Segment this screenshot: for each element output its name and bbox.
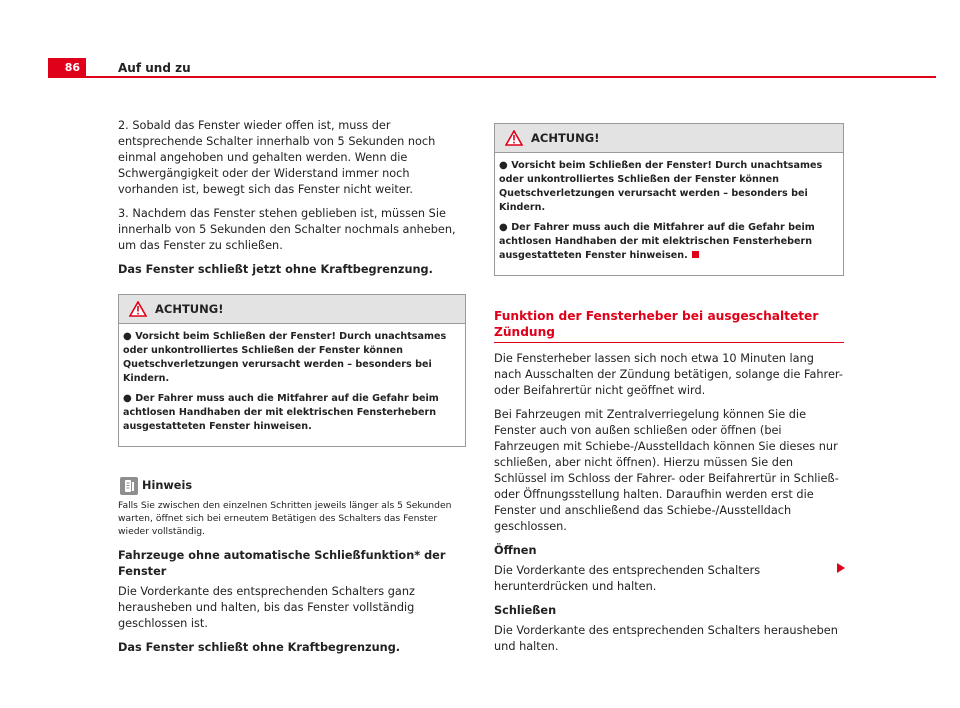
paragraph-open: Die Vorderkante des entsprechenden Schalters herunterdrücken und halten. [494,564,761,593]
warning-item [123,330,457,386]
left-column [118,118,466,664]
paragraph-close: Die Vorderkante des entsprechenden Schalters herausheben und halten. [494,624,838,653]
warning-item [123,392,457,434]
page-header [48,58,936,78]
info-note-icon [120,477,138,495]
paragraph-raise-switch: Die Vorderkante des entsprechenden Schalters ganz herausheben und halten, bis das Fenster vollständig geschlossen ist. [118,585,415,630]
bold-statement: Das Fenster schließt jetzt ohne Kraftbegrenzung. [118,263,433,276]
header-rule [48,76,936,78]
note-header [118,477,466,499]
warning-header [495,124,843,153]
note-label: Hinweis [142,479,193,492]
warning-box [494,123,844,276]
subheading-close: Schließen [494,604,557,617]
warning-triangle-icon [505,130,523,146]
warning-header [119,295,465,324]
warning-item-text: Vorsicht beim Schließen der Fenster! Durch unachtsames oder unkontrolliertes Schließen der Fenster können Quetschverletzungen verursacht werden – besonders bei Kindern. [499,160,823,213]
subheading-open: Öffnen [494,544,537,557]
warning-body [495,153,843,275]
right-column [494,123,844,663]
warning-item-text: Der Fahrer muss auch die Mitfahrer auf die Gefahr beim achtlosen Handhaben der mit elektrischen Fensterhebern ausgestatteten Fenster hinweisen. [499,222,815,261]
section-title: Auf und zu [118,61,191,75]
warning-body [119,324,465,446]
warning-item-text: Der Fahrer muss auch die Mitfahrer auf die Gefahr beim achtlosen Handhaben der mit elektrischen Fensterhebern ausgestatteten Fenster hinweisen. [123,393,439,432]
bullet-icon: ● [499,160,512,171]
warning-item-text: Vorsicht beim Schließen der Fenster! Durch unachtsames oder unkontrolliertes Schließen der Fenster können Quetschverletzungen verursacht werden – besonders bei Kindern. [123,331,447,384]
paragraph-step-2: 2. Sobald das Fenster wieder offen ist, muss der entsprechende Schalter innerhalb von 5 Sekunden noch einmal angehoben und gehalten werden. Wenn die Schwergängigkeit oder der Widerstand immer noch vorhanden ist, bewegt sich das Fenster nicht weiter. [118,119,436,196]
bold-statement-2: Das Fenster schließt ohne Kraftbegrenzung. [118,641,401,654]
paragraph-step-3: 3. Nachdem das Fenster stehen geblieben ist, müssen Sie innerhalb von 5 Sekunden den Schalter nochmals anheben, um das Fenster zu schließen. [118,207,456,252]
end-of-section-marker-icon [692,251,699,258]
paragraph-10-minutes: Die Fensterheber lassen sich noch etwa 10 Minuten lang nach Ausschalten der Zündung betätigen, solange die Fahrer- oder Beifahrertür nicht geöffnet wird. [494,352,843,397]
subheading-no-auto-close: Fahrzeuge ohne automatische Schließfunktion* der Fenster [118,549,446,578]
warning-item [499,221,835,263]
warning-label: ACHTUNG! [155,302,224,316]
warning-item [499,159,835,215]
bullet-icon: ● [123,393,136,404]
note-text: Falls Sie zwischen den einzelnen Schritten jeweils länger als 5 Sekunden warten, öffnet sich bei erneutem Betätigen des Schalters das Fenster wieder vollständig. [118,500,452,537]
page-number: 86 [48,58,86,78]
warning-label: ACHTUNG! [531,131,600,145]
warning-box [118,294,466,447]
bullet-icon: ● [499,222,512,233]
bullet-icon: ● [123,331,136,342]
warning-triangle-icon [129,301,147,317]
continue-arrow-icon [837,563,845,573]
section-heading-ignition-off: Funktion der Fensterheber bei ausgeschalteter Zündung [494,308,844,343]
paragraph-central-locking: Bei Fahrzeugen mit Zentralverriegelung können Sie die Fenster auch von außen schließen oder öffnen (bei Fahrzeugen mit Schiebe-/Ausstelldach können Sie dieses nur schließen, aber nicht öffnen). Hierzu müssen Sie den Schlüssel im Schloss der Fahrer- oder Beifahrertür in Schließ- oder Öffnungsstellung halten. Daraufhin werden erst die Fenster und anschließend das Schiebe-/Ausstelldach geschlossen. [494,408,839,533]
